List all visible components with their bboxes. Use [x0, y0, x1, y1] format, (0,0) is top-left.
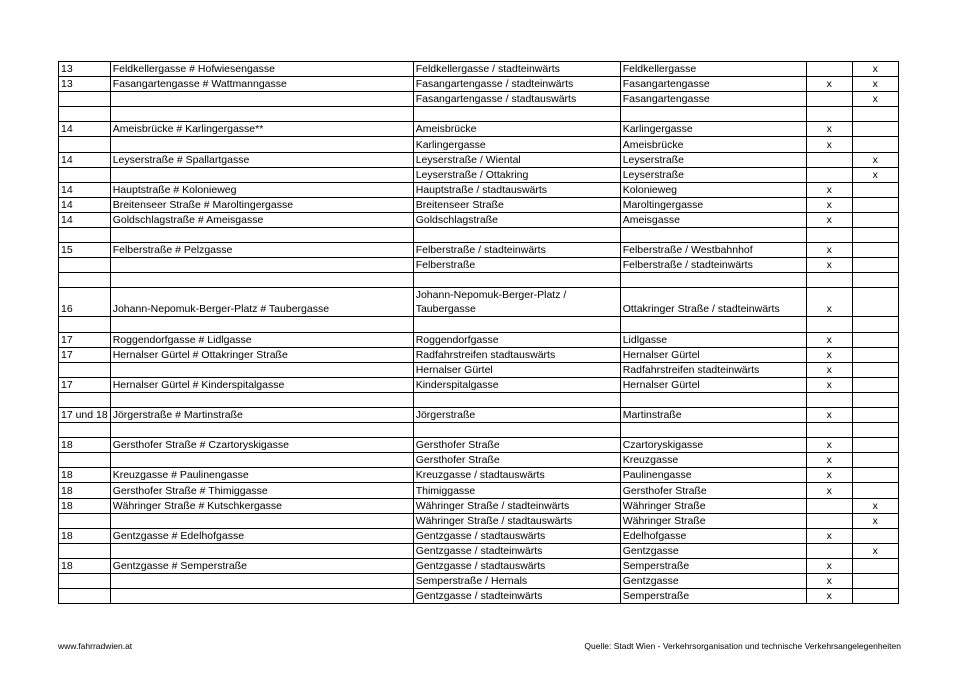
intersection-cell	[110, 543, 413, 558]
district-cell: 15	[59, 243, 111, 258]
to-cell: Felberstraße / stadteinwärts	[620, 258, 806, 273]
mark-cell: x	[806, 258, 852, 273]
intersection-cell	[110, 423, 413, 438]
intersection-cell	[110, 392, 413, 407]
intersection-cell: Feldkellergasse # Hofwiesengasse	[110, 62, 413, 77]
to-cell	[620, 107, 806, 122]
to-cell: Währinger Straße	[620, 498, 806, 513]
from-cell: Leyserstraße / Wiental	[413, 152, 620, 167]
table-row	[59, 152, 899, 167]
district-cell: 14	[59, 197, 111, 212]
from-cell	[413, 228, 620, 243]
from-cell: Breitenseer Straße	[413, 197, 620, 212]
intersection-cell	[110, 589, 413, 604]
mark-cell	[852, 288, 898, 317]
mark-cell: x	[852, 513, 898, 528]
mark-cell: x	[806, 288, 852, 317]
mark-cell	[852, 228, 898, 243]
from-cell: Gersthofer Straße	[413, 438, 620, 453]
from-cell: Währinger Straße / stadteinwärts	[413, 498, 620, 513]
mark-cell: x	[806, 182, 852, 197]
to-cell	[620, 392, 806, 407]
mark-cell	[806, 152, 852, 167]
from-cell: Hauptstraße / stadtauswärts	[413, 182, 620, 197]
mark-cell: x	[852, 92, 898, 107]
to-cell: Hernalser Gürtel	[620, 347, 806, 362]
to-cell: Semperstraße	[620, 558, 806, 573]
to-cell: Leyserstraße	[620, 152, 806, 167]
table-row	[59, 362, 899, 377]
mark-cell	[852, 137, 898, 152]
table-row	[59, 377, 899, 392]
from-cell: Johann-Nepomuk-Berger-Platz / Taubergasse	[413, 288, 620, 317]
table-row	[59, 243, 899, 258]
mark-cell	[806, 92, 852, 107]
table-row	[59, 543, 899, 558]
to-cell: Karlingergasse	[620, 122, 806, 137]
from-cell	[413, 423, 620, 438]
mark-cell	[852, 423, 898, 438]
intersection-cell: Hauptstraße # Kolonieweg	[110, 182, 413, 197]
from-cell: Währinger Straße / stadtauswärts	[413, 513, 620, 528]
intersection-cell	[110, 273, 413, 288]
table-row	[59, 453, 899, 468]
from-cell	[413, 317, 620, 332]
mark-cell: x	[806, 347, 852, 362]
intersection-cell	[110, 317, 413, 332]
intersection-cell: Ameisbrücke # Karlingergasse**	[110, 122, 413, 137]
intersection-cell	[110, 258, 413, 273]
mark-cell	[852, 107, 898, 122]
to-cell: Ottakringer Straße / stadteinwärts	[620, 288, 806, 317]
mark-cell: x	[806, 362, 852, 377]
table-row	[59, 513, 899, 528]
from-cell: Ameisbrücke	[413, 122, 620, 137]
district-cell: 14	[59, 212, 111, 227]
table-row	[59, 122, 899, 137]
from-cell: Roggendorfgasse	[413, 332, 620, 347]
to-cell: Maroltingergasse	[620, 197, 806, 212]
to-cell: Felberstraße / Westbahnhof	[620, 243, 806, 258]
intersection-cell	[110, 362, 413, 377]
intersection-cell: Roggendorfgasse # Lidlgasse	[110, 332, 413, 347]
mark-cell: x	[806, 377, 852, 392]
district-cell	[59, 273, 111, 288]
table-row	[59, 107, 899, 122]
district-cell: 13	[59, 62, 111, 77]
to-cell: Czartoryskigasse	[620, 438, 806, 453]
to-cell: Lidlgasse	[620, 332, 806, 347]
table-row	[59, 528, 899, 543]
intersection-cell	[110, 137, 413, 152]
intersection-cell: Goldschlagstraße # Ameisgasse	[110, 212, 413, 227]
from-cell: Kreuzgasse / stadtauswärts	[413, 468, 620, 483]
district-cell	[59, 137, 111, 152]
district-cell: 17	[59, 332, 111, 347]
mark-cell	[852, 332, 898, 347]
to-cell	[620, 317, 806, 332]
district-cell: 13	[59, 77, 111, 92]
from-cell	[413, 392, 620, 407]
to-cell: Paulinengasse	[620, 468, 806, 483]
intersection-table	[58, 61, 899, 604]
mark-cell	[852, 273, 898, 288]
to-cell: Kreuzgasse	[620, 453, 806, 468]
district-cell	[59, 423, 111, 438]
from-cell: Felberstraße / stadteinwärts	[413, 243, 620, 258]
intersection-cell	[110, 574, 413, 589]
intersection-cell: Hernalser Gürtel # Ottakringer Straße	[110, 347, 413, 362]
table-row	[59, 62, 899, 77]
from-cell: Jörgerstraße	[413, 407, 620, 422]
table-row	[59, 589, 899, 604]
intersection-cell: Leyserstraße # Spallartgasse	[110, 152, 413, 167]
mark-cell	[852, 528, 898, 543]
mark-cell	[852, 483, 898, 498]
from-cell: Feldkellergasse / stadteinwärts	[413, 62, 620, 77]
to-cell: Hernalser Gürtel	[620, 377, 806, 392]
district-cell	[59, 258, 111, 273]
from-cell: Gentzgasse / stadteinwärts	[413, 543, 620, 558]
mark-cell	[806, 543, 852, 558]
to-cell: Kolonieweg	[620, 182, 806, 197]
mark-cell	[852, 558, 898, 573]
mark-cell	[806, 317, 852, 332]
intersection-cell: Kreuzgasse # Paulinengasse	[110, 468, 413, 483]
mark-cell: x	[806, 574, 852, 589]
to-cell: Semperstraße	[620, 589, 806, 604]
district-cell: 18	[59, 438, 111, 453]
to-cell: Fasangartengasse	[620, 92, 806, 107]
mark-cell: x	[852, 498, 898, 513]
district-cell	[59, 362, 111, 377]
mark-cell	[852, 589, 898, 604]
mark-cell	[806, 273, 852, 288]
mark-cell: x	[852, 152, 898, 167]
table-row	[59, 558, 899, 573]
from-cell	[413, 273, 620, 288]
to-cell: Radfahrstreifen stadteinwärts	[620, 362, 806, 377]
table-row	[59, 197, 899, 212]
district-cell	[59, 589, 111, 604]
district-cell	[59, 543, 111, 558]
intersection-cell: Gersthofer Straße # Thimiggasse	[110, 483, 413, 498]
source-footer: Quelle: Stadt Wien - Verkehrsorganisation und technische Verkehrsangelegenheiten	[584, 641, 901, 651]
to-cell: Ameisbrücke	[620, 137, 806, 152]
mark-cell	[806, 107, 852, 122]
from-cell: Hernalser Gürtel	[413, 362, 620, 377]
table-row	[59, 182, 899, 197]
mark-cell: x	[806, 558, 852, 573]
mark-cell	[852, 574, 898, 589]
table-row	[59, 212, 899, 227]
from-cell: Radfahrstreifen stadtauswärts	[413, 347, 620, 362]
mark-cell	[852, 453, 898, 468]
mark-cell	[806, 423, 852, 438]
mark-cell	[806, 513, 852, 528]
website-footer: www.fahrradwien.at	[58, 641, 133, 651]
from-cell: Fasangartengasse / stadtauswärts	[413, 92, 620, 107]
mark-cell	[806, 167, 852, 182]
intersection-cell	[110, 107, 413, 122]
to-cell: Edelhofgasse	[620, 528, 806, 543]
district-cell	[59, 513, 111, 528]
intersection-cell	[110, 92, 413, 107]
from-cell	[413, 107, 620, 122]
district-cell	[59, 453, 111, 468]
mark-cell: x	[806, 483, 852, 498]
from-cell: Goldschlagstraße	[413, 212, 620, 227]
from-cell: Leyserstraße / Ottakring	[413, 167, 620, 182]
intersection-cell	[110, 167, 413, 182]
from-cell: Karlingergasse	[413, 137, 620, 152]
table-row	[59, 288, 899, 317]
intersection-cell: Gentzgasse # Edelhofgasse	[110, 528, 413, 543]
intersection-cell: Felberstraße # Pelzgasse	[110, 243, 413, 258]
district-cell	[59, 107, 111, 122]
from-cell: Gentzgasse / stadteinwärts	[413, 589, 620, 604]
district-cell: 14	[59, 152, 111, 167]
mark-cell	[852, 377, 898, 392]
mark-cell: x	[852, 62, 898, 77]
from-cell: Gentzgasse / stadtauswärts	[413, 558, 620, 573]
district-cell	[59, 92, 111, 107]
mark-cell: x	[806, 77, 852, 92]
mark-cell	[806, 392, 852, 407]
mark-cell: x	[806, 197, 852, 212]
from-cell: Thimiggasse	[413, 483, 620, 498]
table-row	[59, 273, 899, 288]
district-cell	[59, 228, 111, 243]
mark-cell: x	[806, 212, 852, 227]
intersection-cell: Hernalser Gürtel # Kinderspitalgasse	[110, 377, 413, 392]
to-cell: Gentzgasse	[620, 574, 806, 589]
table-row	[59, 574, 899, 589]
mark-cell: x	[806, 528, 852, 543]
district-cell: 18	[59, 483, 111, 498]
intersection-cell: Johann-Nepomuk-Berger-Platz # Taubergasse	[110, 288, 413, 317]
to-cell: Martinstraße	[620, 407, 806, 422]
table-row	[59, 332, 899, 347]
intersection-cell	[110, 228, 413, 243]
mark-cell	[806, 498, 852, 513]
mark-cell	[852, 347, 898, 362]
mark-cell: x	[806, 122, 852, 137]
mark-cell	[852, 197, 898, 212]
to-cell: Ameisgasse	[620, 212, 806, 227]
to-cell	[620, 423, 806, 438]
table-row	[59, 77, 899, 92]
mark-cell	[806, 62, 852, 77]
district-cell: 14	[59, 122, 111, 137]
mark-cell	[852, 438, 898, 453]
intersection-cell: Gersthofer Straße # Czartoryskigasse	[110, 438, 413, 453]
table-row	[59, 258, 899, 273]
to-cell: Feldkellergasse	[620, 62, 806, 77]
mark-cell: x	[806, 407, 852, 422]
district-cell: 17	[59, 347, 111, 362]
to-cell: Gersthofer Straße	[620, 483, 806, 498]
mark-cell	[852, 392, 898, 407]
from-cell: Gentzgasse / stadtauswärts	[413, 528, 620, 543]
mark-cell: x	[852, 77, 898, 92]
table-row	[59, 137, 899, 152]
mark-cell: x	[852, 167, 898, 182]
mark-cell: x	[806, 589, 852, 604]
district-cell	[59, 392, 111, 407]
table-row	[59, 317, 899, 332]
mark-cell	[852, 182, 898, 197]
mark-cell: x	[852, 543, 898, 558]
mark-cell	[852, 243, 898, 258]
district-cell: 18	[59, 498, 111, 513]
intersection-cell: Gentzgasse # Semperstraße	[110, 558, 413, 573]
intersection-cell: Breitenseer Straße # Maroltingergasse	[110, 197, 413, 212]
mark-cell	[852, 258, 898, 273]
from-cell: Felberstraße	[413, 258, 620, 273]
district-cell: 17 und 18	[59, 407, 111, 422]
district-cell	[59, 574, 111, 589]
district-cell	[59, 317, 111, 332]
mark-cell	[852, 407, 898, 422]
mark-cell	[852, 317, 898, 332]
mark-cell	[852, 122, 898, 137]
to-cell: Fasangartengasse	[620, 77, 806, 92]
mark-cell	[852, 362, 898, 377]
to-cell: Leyserstraße	[620, 167, 806, 182]
district-cell: 16	[59, 288, 111, 317]
district-cell: 14	[59, 182, 111, 197]
table-row	[59, 498, 899, 513]
mark-cell: x	[806, 243, 852, 258]
intersection-cell: Währinger Straße # Kutschkergasse	[110, 498, 413, 513]
from-cell: Gersthofer Straße	[413, 453, 620, 468]
table-row	[59, 407, 899, 422]
table-row	[59, 438, 899, 453]
district-cell	[59, 167, 111, 182]
mark-cell	[852, 212, 898, 227]
district-cell: 18	[59, 528, 111, 543]
from-cell: Fasangartengasse / stadteinwärts	[413, 77, 620, 92]
mark-cell: x	[806, 468, 852, 483]
mark-cell: x	[806, 453, 852, 468]
to-cell: Währinger Straße	[620, 513, 806, 528]
intersection-cell: Jörgerstraße # Martinstraße	[110, 407, 413, 422]
table-row	[59, 228, 899, 243]
to-cell	[620, 273, 806, 288]
from-cell: Kinderspitalgasse	[413, 377, 620, 392]
table-row	[59, 468, 899, 483]
mark-cell	[852, 468, 898, 483]
from-cell: Semperstraße / Hernals	[413, 574, 620, 589]
mark-cell: x	[806, 137, 852, 152]
intersection-cell	[110, 453, 413, 468]
district-cell: 18	[59, 468, 111, 483]
table-row	[59, 167, 899, 182]
to-cell: Gentzgasse	[620, 543, 806, 558]
mark-cell: x	[806, 332, 852, 347]
to-cell	[620, 228, 806, 243]
district-cell: 18	[59, 558, 111, 573]
table-row	[59, 483, 899, 498]
table-row	[59, 392, 899, 407]
table-row	[59, 423, 899, 438]
intersection-cell: Fasangartengasse # Wattmanngasse	[110, 77, 413, 92]
table-row	[59, 92, 899, 107]
intersection-cell	[110, 513, 413, 528]
mark-cell	[806, 228, 852, 243]
table-row	[59, 347, 899, 362]
mark-cell: x	[806, 438, 852, 453]
district-cell: 17	[59, 377, 111, 392]
